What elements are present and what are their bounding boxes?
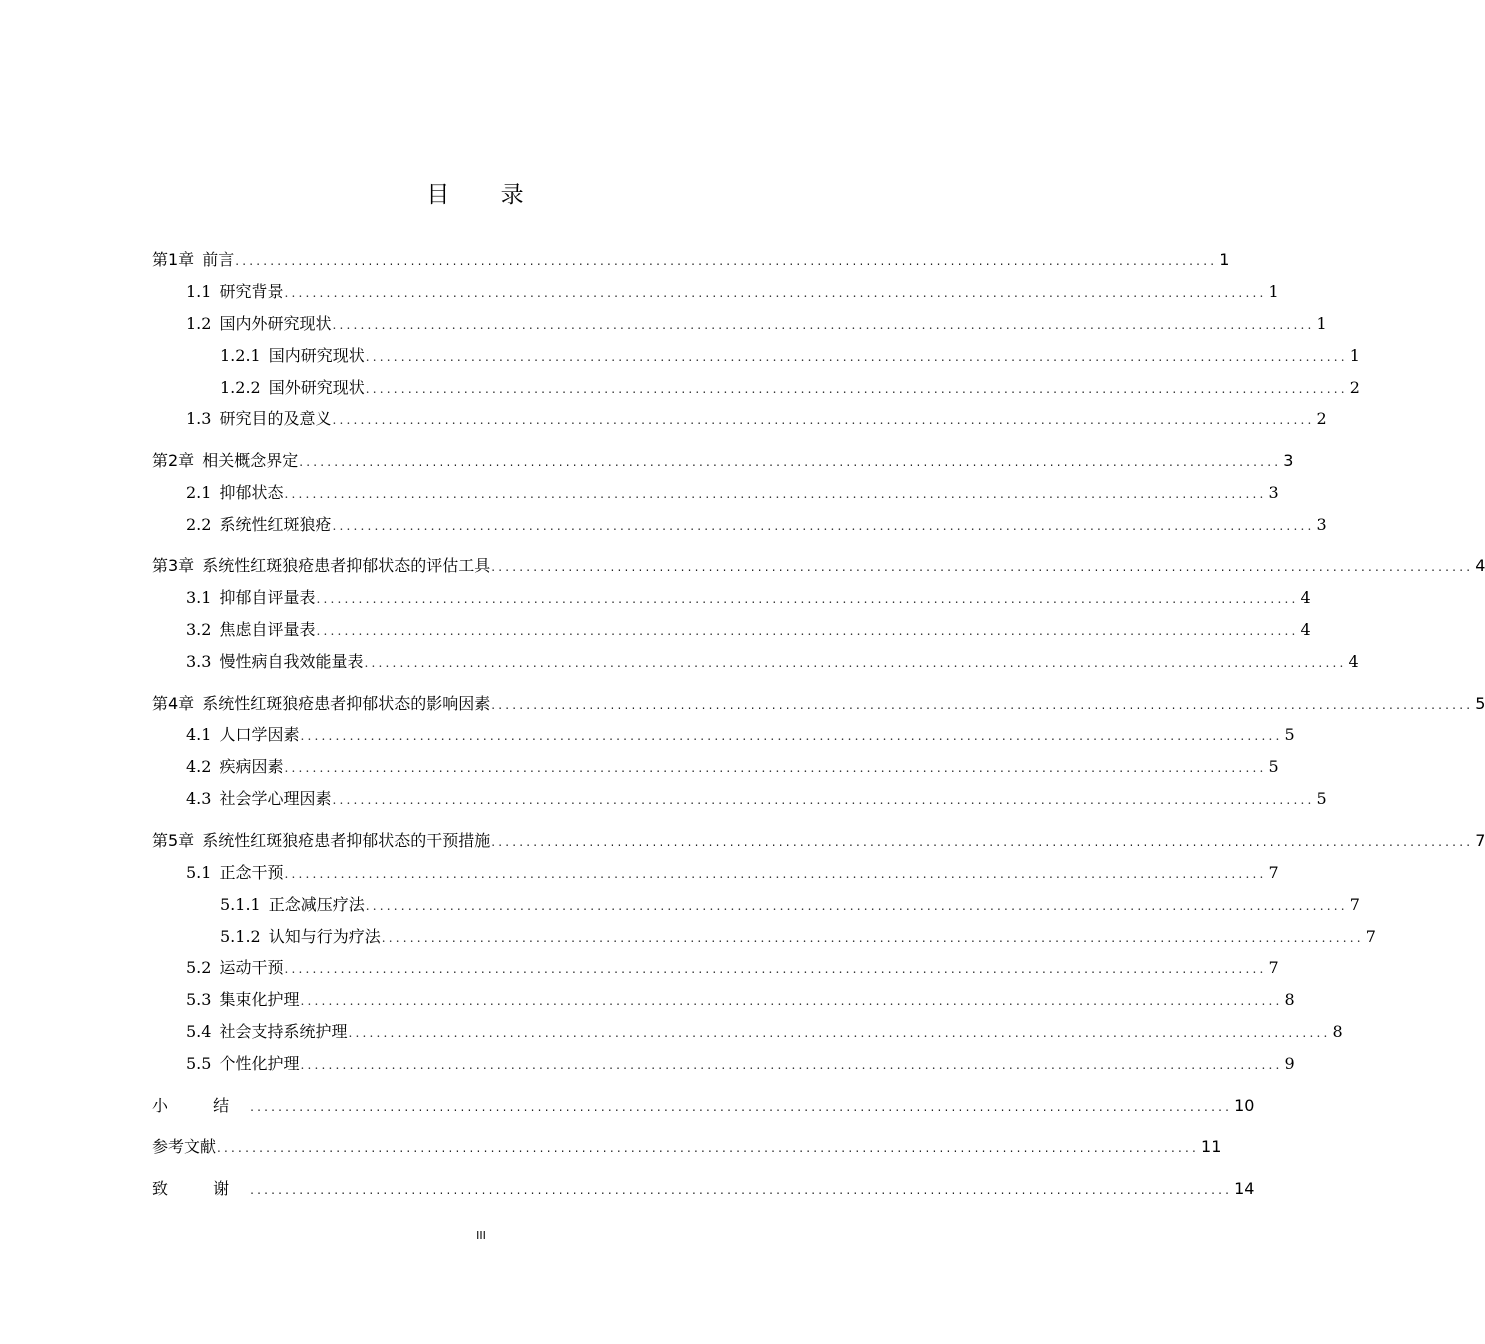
toc-dot-leader: ............................................................................................................................................ xyxy=(284,962,1267,976)
toc-entry[interactable] xyxy=(186,407,1327,431)
toc-entry[interactable] xyxy=(152,449,1294,473)
toc-entry-title: 前言 xyxy=(202,250,235,269)
toc-entry-title: 系统性红斑狼疮 xyxy=(219,515,332,534)
toc-entry-number: 4.3 xyxy=(186,789,212,808)
toc-entry-label xyxy=(186,723,299,747)
toc-entry-label xyxy=(186,407,331,431)
toc-dot-leader: ............................................................................................................................................ xyxy=(300,1058,1283,1072)
toc-entry-title: 正念减压疗法 xyxy=(268,895,365,914)
toc-entry-number: 2.1 xyxy=(186,483,212,502)
toc-entry-page: 1 xyxy=(1316,314,1327,333)
toc-entry-title: 焦虑自评量表 xyxy=(219,620,316,639)
toc-entry[interactable] xyxy=(186,1020,1343,1044)
toc-entry[interactable] xyxy=(186,481,1279,505)
toc-entry-number: 4.2 xyxy=(186,757,212,776)
toc-dot-leader: ............................................................................................................................................ xyxy=(365,382,1348,396)
toc-entry-number: 5.1 xyxy=(186,863,212,882)
toc-entry-number: 第1章 xyxy=(152,250,195,269)
toc-entry[interactable] xyxy=(186,956,1279,980)
toc-entry[interactable] xyxy=(186,650,1359,674)
toc-entry-label xyxy=(186,650,363,674)
toc-entry-label xyxy=(220,925,381,949)
toc-entry-title: 人口学因素 xyxy=(219,725,300,744)
toc-entry-label xyxy=(186,988,299,1012)
toc-dot-leader: ............................................................................................................................................ xyxy=(332,318,1315,332)
toc-dot-leader: ............................................................................................................................................ xyxy=(332,413,1315,427)
toc-entry-page: 10 xyxy=(1234,1096,1255,1115)
toc-entry-page: 2 xyxy=(1349,378,1360,397)
toc-entry[interactable] xyxy=(186,755,1279,779)
toc-entry-title: 集束化护理 xyxy=(219,990,300,1009)
toc-dot-leader: ............................................................................................................................................ xyxy=(284,487,1267,501)
toc-dot-leader: ............................................................................................................................................ xyxy=(300,729,1283,743)
toc-entry-page: 1 xyxy=(1349,346,1360,365)
toc-entry-title: 国内研究现状 xyxy=(268,346,365,365)
toc-entry-title: 小 结 xyxy=(152,1096,250,1115)
toc-entry-label xyxy=(186,513,331,537)
toc-dot-leader: ............................................................................................................................................ xyxy=(491,560,1474,574)
toc-entry-label xyxy=(186,861,283,885)
toc-entry-number: 3.1 xyxy=(186,588,212,607)
toc-entry-label xyxy=(186,1020,347,1044)
toc-entry-title: 国内外研究现状 xyxy=(219,314,332,333)
toc-entry-page: 5 xyxy=(1284,725,1295,744)
toc-entry-number: 1.3 xyxy=(186,409,212,428)
toc-entry[interactable] xyxy=(220,893,1360,917)
toc-dot-leader: ............................................................................................................................................ xyxy=(284,286,1267,300)
toc-dot-leader: ............................................................................................................................................ xyxy=(365,899,1348,913)
toc-entry-page: 5 xyxy=(1475,694,1485,713)
toc-entry-number: 第3章 xyxy=(152,556,195,575)
toc-entry[interactable] xyxy=(152,248,1230,272)
toc-entry-number: 5.1.2 xyxy=(220,927,261,946)
toc-entry-page: 1 xyxy=(1219,250,1230,269)
toc-entry-title: 致 谢 xyxy=(152,1179,250,1198)
toc-entry-page: 8 xyxy=(1332,1022,1343,1041)
toc-entry-label xyxy=(186,312,331,336)
toc-entry-label xyxy=(186,956,283,980)
toc-entry-label xyxy=(186,280,283,304)
toc-entry-page: 4 xyxy=(1300,588,1311,607)
toc-dot-leader: ............................................................................................................................................ xyxy=(381,931,1364,945)
toc-entry-page: 3 xyxy=(1283,451,1294,470)
toc-entry-page: 4 xyxy=(1475,556,1485,575)
toc-entry[interactable] xyxy=(186,861,1279,885)
page-title: 目 录 xyxy=(426,182,546,208)
toc-entry[interactable] xyxy=(186,723,1295,747)
toc-entry-page: 9 xyxy=(1284,1054,1295,1073)
toc-entry-title: 抑郁自评量表 xyxy=(219,588,316,607)
toc-dot-leader: ............................................................................................................................................ xyxy=(235,254,1218,268)
toc-entry-page: 5 xyxy=(1268,757,1279,776)
toc-dot-leader: ............................................................................................................................................ xyxy=(316,592,1299,606)
toc-entry-number: 1.2.1 xyxy=(220,346,261,365)
toc-entry-page: 7 xyxy=(1268,863,1279,882)
toc-entry-label xyxy=(186,1052,299,1076)
toc-entry-label xyxy=(152,248,234,272)
toc-entry-label xyxy=(220,893,365,917)
toc-dot-leader: ............................................................................................................................................ xyxy=(284,761,1267,775)
toc-dot-leader: ............................................................................................................................................ xyxy=(250,1183,1233,1197)
toc-entry-title: 社会支持系统护理 xyxy=(219,1022,348,1041)
toc-entry-number: 3.2 xyxy=(186,620,212,639)
toc-entry-label xyxy=(152,692,490,716)
toc-dot-leader: ............................................................................................................................................ xyxy=(491,835,1474,849)
page-number-footer: III xyxy=(476,1229,486,1242)
toc-entry-title: 国外研究现状 xyxy=(268,378,365,397)
toc-entry[interactable] xyxy=(152,554,1485,578)
toc-entry-number: 5.5 xyxy=(186,1054,212,1073)
toc-entry[interactable] xyxy=(220,344,1360,368)
toc-entry-page: 11 xyxy=(1201,1137,1222,1156)
toc-entry[interactable] xyxy=(220,925,1376,949)
toc-entry-title: 相关概念界定 xyxy=(202,451,299,470)
toc-entry-number: 1.1 xyxy=(186,282,212,301)
toc-entry[interactable] xyxy=(186,618,1311,642)
toc-entry-page: 7 xyxy=(1268,958,1279,977)
toc-entry-label xyxy=(152,1177,249,1201)
toc-entry-label xyxy=(186,755,283,779)
toc-entry-title: 参考文献 xyxy=(152,1137,217,1156)
toc-entry-page: 3 xyxy=(1268,483,1279,502)
toc-dot-leader: ............................................................................................................................................ xyxy=(299,455,1282,469)
toc-dot-leader: ............................................................................................................................................ xyxy=(316,624,1299,638)
toc-dot-leader: ............................................................................................................................................ xyxy=(250,1100,1233,1114)
toc-entry-number: 3.3 xyxy=(186,652,212,671)
toc-entry-label xyxy=(186,586,315,610)
toc-entry-title: 正念干预 xyxy=(219,863,284,882)
toc-entry-page: 2 xyxy=(1316,409,1327,428)
toc-dot-leader: ............................................................................................................................................ xyxy=(365,350,1348,364)
toc-entry-title: 慢性病自我效能量表 xyxy=(219,652,364,671)
toc-entry-title: 研究目的及意义 xyxy=(219,409,332,428)
toc-entry[interactable] xyxy=(186,312,1327,336)
toc-entry-title: 系统性红斑狼疮患者抑郁状态的影响因素 xyxy=(202,694,491,713)
toc-dot-leader: ............................................................................................................................................ xyxy=(284,867,1267,881)
toc-entry-number: 第2章 xyxy=(152,451,195,470)
toc-entry-number: 第5章 xyxy=(152,831,195,850)
toc-entry[interactable] xyxy=(152,692,1485,716)
toc-entry-page: 7 xyxy=(1349,895,1360,914)
toc-entry-title: 运动干预 xyxy=(219,958,284,977)
toc-entry-number: 5.1.1 xyxy=(220,895,261,914)
toc-entry-number: 5.3 xyxy=(186,990,212,1009)
toc-dot-leader: ............................................................................................................................................ xyxy=(348,1026,1331,1040)
toc-entry-number: 5.2 xyxy=(186,958,212,977)
toc-entry-page: 8 xyxy=(1284,990,1295,1009)
toc-entry-title: 抑郁状态 xyxy=(219,483,284,502)
toc-entry[interactable] xyxy=(220,376,1360,400)
toc-entry-label xyxy=(152,1094,249,1118)
toc-entry-title: 系统性红斑狼疮患者抑郁状态的干预措施 xyxy=(202,831,491,850)
toc-entry[interactable] xyxy=(186,1052,1295,1076)
toc-entry-number: 4.1 xyxy=(186,725,212,744)
toc-dot-leader: ............................................................................................................................................ xyxy=(300,994,1283,1008)
toc-entry-label xyxy=(152,1135,216,1159)
toc-entry[interactable] xyxy=(186,513,1327,537)
toc-entry-number: 1.2.2 xyxy=(220,378,261,397)
toc-entry-label xyxy=(152,554,490,578)
toc-dot-leader: ............................................................................................................................................ xyxy=(364,656,1347,670)
toc-entry-label xyxy=(152,829,490,853)
toc-entry-number: 5.4 xyxy=(186,1022,212,1041)
toc-entry[interactable] xyxy=(186,280,1279,304)
toc-entry-page: 1 xyxy=(1268,282,1279,301)
toc-entry-page: 5 xyxy=(1316,789,1327,808)
toc-entry-number: 第4章 xyxy=(152,694,195,713)
toc-entry-number: 1.2 xyxy=(186,314,212,333)
toc-entry[interactable] xyxy=(152,1135,1222,1159)
toc-entry-page: 7 xyxy=(1365,927,1376,946)
toc-entry-title: 个性化护理 xyxy=(219,1054,300,1073)
toc-entry-title: 系统性红斑狼疮患者抑郁状态的评估工具 xyxy=(202,556,491,575)
toc-dot-leader: ............................................................................................................................................ xyxy=(332,519,1315,533)
toc-entry-title: 疾病因素 xyxy=(219,757,284,776)
toc-entry-page: 4 xyxy=(1348,652,1359,671)
toc-entry-title: 认知与行为疗法 xyxy=(268,927,381,946)
toc-entry[interactable] xyxy=(152,1177,1255,1201)
toc-entry-label xyxy=(186,787,331,811)
toc-entry-label xyxy=(152,449,298,473)
toc-entry-label xyxy=(186,618,315,642)
toc-entry[interactable] xyxy=(152,1094,1255,1118)
toc-entry-title: 社会学心理因素 xyxy=(219,789,332,808)
toc-entry[interactable] xyxy=(186,586,1311,610)
toc-entry-page: 4 xyxy=(1300,620,1311,639)
toc-entry-number: 2.2 xyxy=(186,515,212,534)
toc-entry-page: 7 xyxy=(1475,831,1485,850)
toc-dot-leader: ............................................................................................................................................ xyxy=(217,1141,1200,1155)
toc-dot-leader: ............................................................................................................................................ xyxy=(491,698,1474,712)
toc-entry-label xyxy=(220,376,365,400)
toc-entry[interactable] xyxy=(186,787,1327,811)
toc-entry-title: 研究背景 xyxy=(219,282,284,301)
toc-entry[interactable] xyxy=(186,988,1295,1012)
toc-entry-label xyxy=(186,481,283,505)
toc-dot-leader: ............................................................................................................................................ xyxy=(332,793,1315,807)
toc-entry-page: 3 xyxy=(1316,515,1327,534)
toc-entry-page: 14 xyxy=(1234,1179,1255,1198)
toc-entry[interactable] xyxy=(152,829,1485,853)
toc-entry-label xyxy=(220,344,365,368)
